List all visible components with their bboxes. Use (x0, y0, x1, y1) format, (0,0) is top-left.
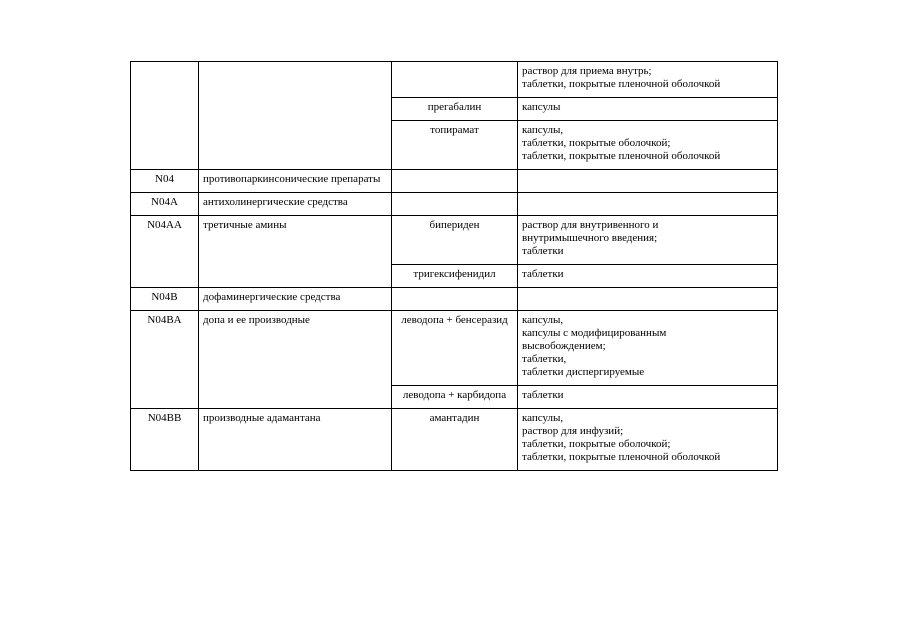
dosage-form-line: таблетки диспергируемые (522, 366, 645, 378)
pharmacological-group-cell: дофаминергические средства (199, 288, 392, 311)
dosage-form-line: раствор для приема внутрь; (522, 65, 652, 77)
dosage-form-line: капсулы с модифицированным (522, 327, 667, 339)
atc-code-cell: N04B (131, 288, 199, 311)
dosage-form-line: таблетки, покрытые оболочкой; (522, 438, 671, 450)
drug-name-cell: бипериден (392, 216, 518, 265)
dosage-form-cell (518, 193, 778, 216)
dosage-form-line: капсулы, (522, 412, 564, 424)
table-row (131, 170, 778, 193)
dosage-form-line: высвобождением; (522, 340, 606, 352)
dosage-form-line: таблетки, покрытые пленочной оболочкой (522, 150, 721, 162)
table-row (131, 311, 778, 386)
dosage-form-line: таблетки, покрытые пленочной оболочкой (522, 451, 721, 463)
table-row (131, 409, 778, 471)
atc-code-cell (131, 62, 199, 170)
drug-name-cell (392, 193, 518, 216)
dosage-form-line: внутримышечного введения; (522, 232, 658, 244)
dosage-form-cell (518, 386, 778, 409)
atc-code-cell: N04BB (131, 409, 199, 471)
drug-name-cell: леводопа + бенсеразид (392, 311, 518, 386)
dosage-form-cell (518, 288, 778, 311)
dosage-form-line: раствор для внутривенного и (522, 219, 659, 231)
table-row (131, 288, 778, 311)
drug-name-cell: амантадин (392, 409, 518, 471)
atc-code-cell: N04AA (131, 216, 199, 288)
atc-code-cell: N04A (131, 193, 199, 216)
pharmacological-group-cell (199, 62, 392, 170)
dosage-form-line: таблетки, (522, 353, 567, 365)
dosage-form-line: капсулы, (522, 124, 564, 136)
pharmacological-group-cell: антихолинергические средства (199, 193, 392, 216)
dosage-form-cell (518, 98, 778, 121)
drug-name-cell (392, 288, 518, 311)
drug-name-cell (392, 62, 518, 98)
drug-name-cell: леводопа + карбидопа (392, 386, 518, 409)
dosage-form-line: капсулы (522, 101, 561, 113)
dosage-form-line: таблетки, покрытые оболочкой; (522, 137, 671, 149)
dosage-form-line: таблетки (522, 268, 564, 280)
dosage-form-cell (518, 62, 778, 98)
pharmacological-group-cell: допа и ее производные (199, 311, 392, 409)
drug-name-cell (392, 170, 518, 193)
atc-code-cell: N04BA (131, 311, 199, 409)
atc-code-cell: N04 (131, 170, 199, 193)
pharmacological-group-cell: производные адамантана (199, 409, 392, 471)
drug-name-cell: топирамат (392, 121, 518, 170)
dosage-form-line: таблетки, покрытые пленочной оболочкой (522, 78, 721, 90)
dosage-form-line: таблетки (522, 389, 564, 401)
dosage-form-cell (518, 170, 778, 193)
table-row (131, 216, 778, 265)
dosage-form-cell (518, 265, 778, 288)
dosage-form-cell (518, 409, 778, 471)
table-row (131, 193, 778, 216)
dosage-form-line: таблетки (522, 245, 564, 257)
medication-table (130, 61, 778, 471)
dosage-form-cell (518, 216, 778, 265)
pharmacological-group-cell: противопаркинсонические препараты (199, 170, 392, 193)
dosage-form-cell (518, 121, 778, 170)
drug-name-cell: тригексифенидил (392, 265, 518, 288)
dosage-form-cell (518, 311, 778, 386)
pharmacological-group-cell: третичные амины (199, 216, 392, 288)
dosage-form-line: капсулы, (522, 314, 564, 326)
table-row (131, 62, 778, 98)
drug-name-cell: прегабалин (392, 98, 518, 121)
dosage-form-line: раствор для инфузий; (522, 425, 624, 437)
